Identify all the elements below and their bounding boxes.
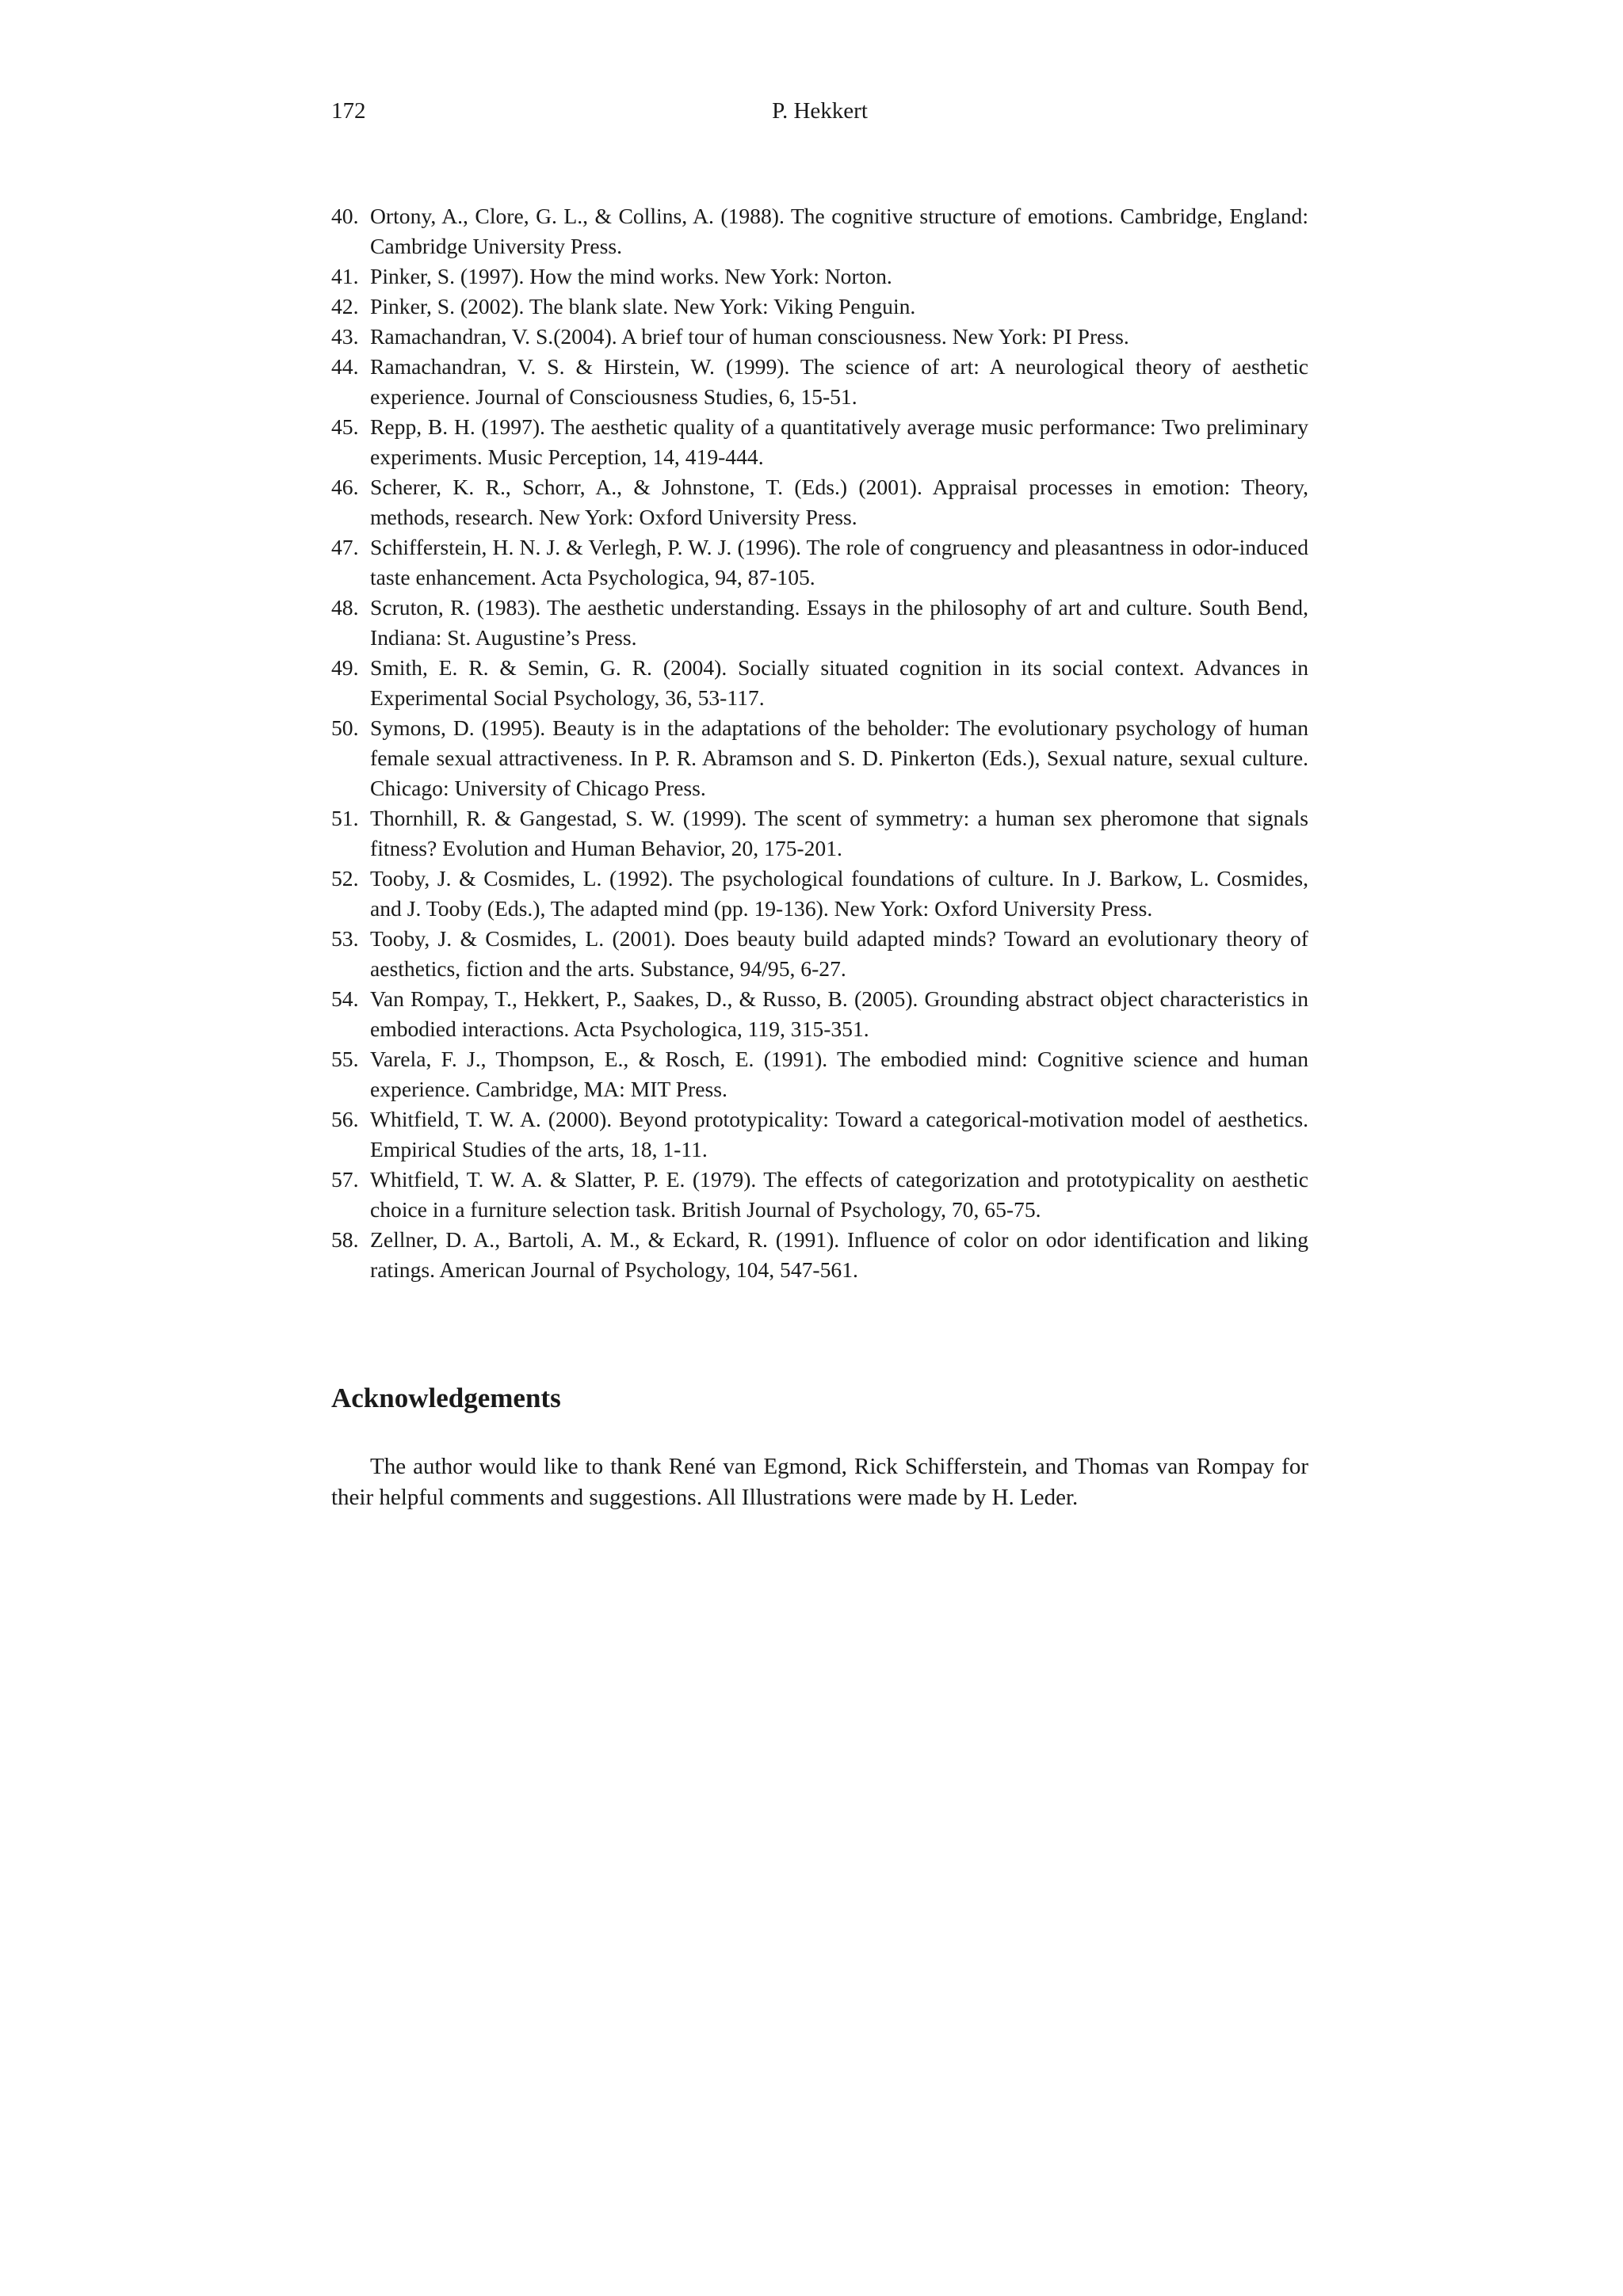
reference-item	[331, 1044, 1308, 1104]
reference-text: Pinker, S. (2002). The blank slate. New York: Viking Penguin.	[370, 294, 916, 318]
reference-number: 46.	[331, 475, 359, 499]
page-number: 172	[331, 98, 366, 124]
reference-number: 48.	[331, 595, 359, 620]
reference-number: 47.	[331, 535, 359, 559]
reference-number: 52.	[331, 866, 359, 891]
reference-text: Ramachandran, V. S. & Hirstein, W. (1999). The science of art: A neurological theory of aesthetic experience. Journal of Consciousness Studies, 6, 15-51.	[370, 354, 1308, 409]
reference-number: 56.	[331, 1107, 359, 1131]
reference-text: Repp, B. H. (1997). The aesthetic quality of a quantitatively average music performance: Two preliminary experiments. Music Perception, 14, 419-444.	[370, 414, 1308, 469]
reference-number: 45.	[331, 414, 359, 439]
reference-number: 51.	[331, 806, 359, 830]
reference-text: Zellner, D. A., Bartoli, A. M., & Eckard, R. (1991). Influence of color on odor identification and liking ratings. American Journal of Psychology, 104, 547-561.	[370, 1227, 1308, 1282]
reference-item	[331, 261, 1308, 292]
reference-item	[331, 322, 1308, 352]
reference-number: 49.	[331, 655, 359, 680]
reference-number: 42.	[331, 294, 359, 318]
reference-text: Smith, E. R. & Semin, G. R. (2004). Socially situated cognition in its social context. Advances in Experimental Social Psychology, 36, 53-117.	[370, 655, 1308, 710]
running-head-author: P. Hekkert	[772, 98, 868, 124]
reference-number: 54.	[331, 986, 359, 1011]
reference-item	[331, 713, 1308, 803]
reference-text: Pinker, S. (1997). How the mind works. New York: Norton.	[370, 264, 892, 288]
reference-number: 58.	[331, 1227, 359, 1252]
reference-number: 44.	[331, 354, 359, 379]
reference-item	[331, 412, 1308, 472]
reference-text: Ortony, A., Clore, G. L., & Collins, A. (1988). The cognitive structure of emotions. Cambridge, England: Cambridge University Press.	[370, 204, 1308, 258]
reference-item	[331, 1165, 1308, 1225]
reference-item	[331, 984, 1308, 1044]
reference-text: Whitfield, T. W. A. & Slatter, P. E. (1979). The effects of categorization and prototypicality on aesthetic choice in a furniture selection task. British Journal of Psychology, 70, 65-75.	[370, 1167, 1308, 1222]
reference-number: 40.	[331, 204, 359, 228]
reference-number: 55.	[331, 1047, 359, 1071]
reference-text: Symons, D. (1995). Beauty is in the adaptations of the beholder: The evolutionary psychology of human female sexual attractiveness. In P. R. Abramson and S. D. Pinkerton (Eds.), Sexual nature, sexual culture. Chicago: University of Chicago Press.	[370, 715, 1308, 800]
reference-item	[331, 472, 1308, 532]
reference-item	[331, 292, 1308, 322]
reference-item	[331, 864, 1308, 924]
reference-item	[331, 803, 1308, 864]
reference-item	[331, 593, 1308, 653]
page-header	[331, 98, 1308, 138]
reference-number: 43.	[331, 324, 359, 349]
reference-text: Tooby, J. & Cosmides, L. (1992). The psychological foundations of culture. In J. Barkow, L. Cosmides, and J. Tooby (Eds.), The adapted mind (pp. 19-136). New York: Oxford University Press.	[370, 866, 1308, 921]
reference-number: 53.	[331, 926, 359, 951]
reference-number: 41.	[331, 264, 359, 288]
reference-text: Scherer, K. R., Schorr, A., & Johnstone, T. (Eds.) (2001). Appraisal processes in emotion: Theory, methods, research. New York: Oxford University Press.	[370, 475, 1308, 529]
reference-text: Scruton, R. (1983). The aesthetic understanding. Essays in the philosophy of art and culture. South Bend, Indiana: St. Augustine’s Press.	[370, 595, 1308, 650]
reference-text: Varela, F. J., Thompson, E., & Rosch, E. (1991). The embodied mind: Cognitive science and human experience. Cambridge, MA: MIT Press.	[370, 1047, 1308, 1101]
reference-text: Thornhill, R. & Gangestad, S. W. (1999). The scent of symmetry: a human sex pheromone that signals fitness? Evolution and Human Behavior, 20, 175-201.	[370, 806, 1308, 860]
reference-text: Schifferstein, H. N. J. & Verlegh, P. W. J. (1996). The role of congruency and pleasantness in odor-induced taste enhancement. Acta Psychologica, 94, 87-105.	[370, 535, 1308, 589]
reference-item	[331, 201, 1308, 261]
reference-item	[331, 352, 1308, 412]
acknowledgements-text: The author would like to thank René van Egmond, Rick Schifferstein, and Thomas van Rompay for their helpful comments and suggestions. All Illustrations were made by H. Leder.	[331, 1454, 1308, 1510]
reference-number: 57.	[331, 1167, 359, 1192]
reference-item	[331, 532, 1308, 593]
reference-item	[331, 924, 1308, 984]
acknowledgements-heading: Acknowledgements	[331, 1383, 561, 1413]
reference-text: Tooby, J. & Cosmides, L. (2001). Does beauty build adapted minds? Toward an evolutionary theory of aesthetics, fiction and the arts. Substance, 94/95, 6-27.	[370, 926, 1308, 981]
reference-text: Whitfield, T. W. A. (2000). Beyond prototypicality: Toward a categorical-motivation model of aesthetics. Empirical Studies of the arts, 18, 1-11.	[370, 1107, 1308, 1161]
reference-item	[331, 1104, 1308, 1165]
reference-item	[331, 1225, 1308, 1285]
reference-number: 50.	[331, 715, 359, 740]
reference-list	[331, 201, 1308, 1285]
reference-text: Van Rompay, T., Hekkert, P., Saakes, D., & Russo, B. (2005). Grounding abstract object characteristics in embodied interactions. Acta Psychologica, 119, 315-351.	[370, 986, 1308, 1041]
reference-text: Ramachandran, V. S.(2004). A brief tour of human consciousness. New York: PI Press.	[370, 324, 1129, 349]
reference-item	[331, 653, 1308, 713]
